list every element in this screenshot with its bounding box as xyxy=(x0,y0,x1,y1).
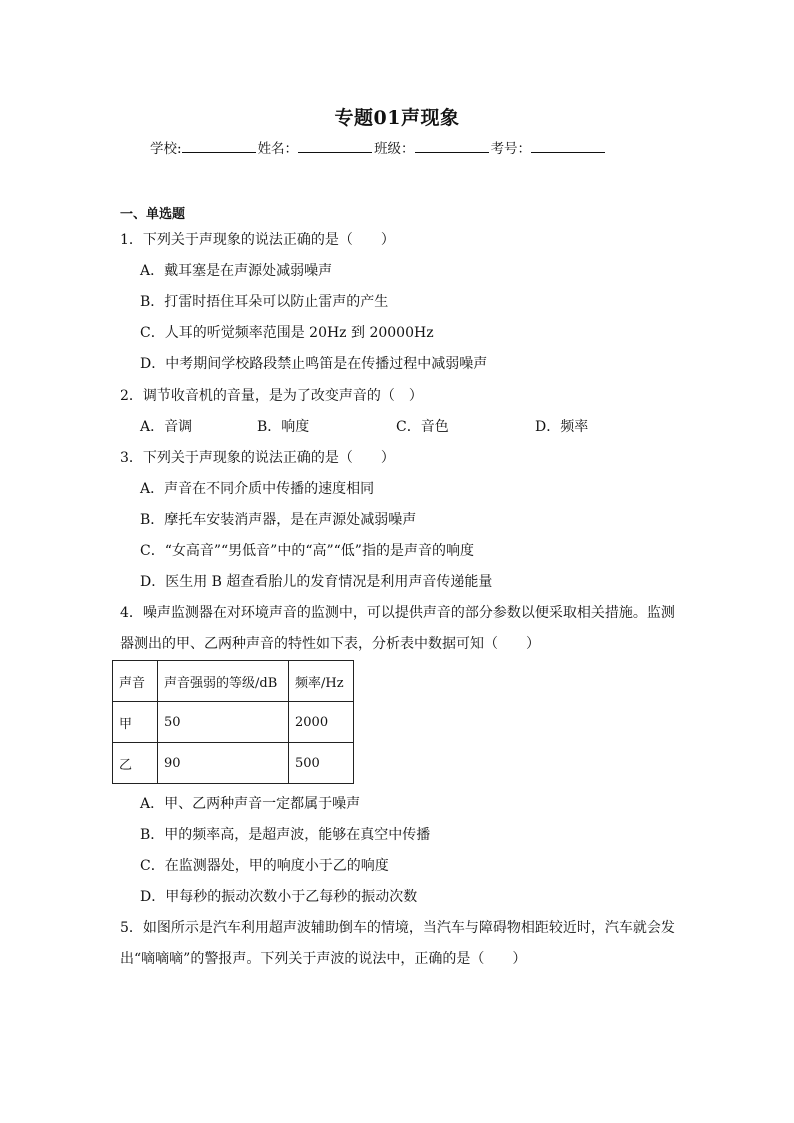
table-header-cell: 频率/Hz xyxy=(289,661,354,702)
question-3-option-c[interactable]: C．“女高音”“男低音”中的“高”“低”指的是声音的响度 xyxy=(140,543,474,559)
table-cell: 2000 xyxy=(289,702,354,743)
question-5-stem-line-2: 出“嘀嘀嘀”的警报声。下列关于声波的说法中，正确的是（ ） xyxy=(120,951,527,967)
number-label: 考号： xyxy=(490,141,532,157)
number-blank[interactable] xyxy=(531,139,605,153)
class-label: 班级： xyxy=(374,141,415,157)
table-row xyxy=(113,743,354,784)
question-3-stem: 3．下列关于声现象的说法正确的是（ ） xyxy=(120,450,395,466)
name-label: 姓名： xyxy=(257,141,299,157)
question-4-stem-line-2: 器测出的甲、乙两种声音的特性如下表，分析表中数据可知（ ） xyxy=(120,636,540,652)
question-2-option-a[interactable]: A．音调 xyxy=(140,419,193,435)
question-1-option-a[interactable]: A．戴耳塞是在声源处减弱噪声 xyxy=(140,263,333,279)
table-header-row xyxy=(113,661,354,702)
question-4-option-d[interactable]: D．甲每秒的振动次数小于乙每秒的振动次数 xyxy=(140,889,418,905)
question-2-option-b[interactable]: B．响度 xyxy=(257,419,310,435)
table-cell: 500 xyxy=(289,743,354,784)
question-4-option-b[interactable]: B．甲的频率高，是超声波，能够在真空中传播 xyxy=(140,827,431,843)
student-info-line xyxy=(150,137,650,157)
question-2-stem: 2．调节收音机的音量，是为了改变声音的（ ） xyxy=(120,388,423,404)
name-blank[interactable] xyxy=(298,139,372,153)
school-label: 学校: xyxy=(150,141,182,157)
question-1-stem: 1．下列关于声现象的说法正确的是（ ） xyxy=(120,232,395,248)
question-3-option-d[interactable]: D．医生用 B 超查看胎儿的发育情况是利用声音传递能量 xyxy=(140,574,493,590)
question-4-stem-line-1: 4．噪声监测器在对环境声音的监测中，可以提供声音的部分参数以便采取相关措施。监测 xyxy=(120,605,675,621)
table-header-cell: 声音强弱的等级/dB xyxy=(158,661,289,702)
table-cell: 甲 xyxy=(113,702,158,743)
table-cell: 乙 xyxy=(113,743,158,784)
table-header-cell: 声音 xyxy=(113,661,158,702)
section-heading: 一、单选题 xyxy=(120,207,186,222)
page-title: 专题01声现象 xyxy=(334,107,460,129)
question-1-option-d[interactable]: D．中考期间学校路段禁止鸣笛是在传播过程中减弱噪声 xyxy=(140,356,488,372)
table-row xyxy=(113,702,354,743)
school-blank[interactable] xyxy=(182,139,256,153)
question-1-option-c[interactable]: C．人耳的听觉频率范围是 20Hz 到 20000Hz xyxy=(140,325,434,341)
sound-data-table xyxy=(112,660,354,784)
question-1-option-b[interactable]: B．打雷时捂住耳朵可以防止雷声的产生 xyxy=(140,294,389,310)
question-2-option-d[interactable]: D．频率 xyxy=(535,419,589,435)
question-5-stem-line-1: 5．如图所示是汽车利用超声波辅助倒车的情境，当汽车与障碍物相距较近时，汽车就会发 xyxy=(120,920,675,936)
table-cell: 90 xyxy=(158,743,289,784)
table-cell: 50 xyxy=(158,702,289,743)
class-blank[interactable] xyxy=(415,139,489,153)
question-3-option-b[interactable]: B．摩托车安装消声器，是在声源处减弱噪声 xyxy=(140,512,417,528)
question-2-option-c[interactable]: C．音色 xyxy=(396,419,449,435)
question-4-option-a[interactable]: A．甲、乙两种声音一定都属于噪声 xyxy=(140,796,361,812)
question-4-option-c[interactable]: C．在监测器处，甲的响度小于乙的响度 xyxy=(140,858,389,874)
question-3-option-a[interactable]: A．声音在不同介质中传播的速度相同 xyxy=(140,481,375,497)
